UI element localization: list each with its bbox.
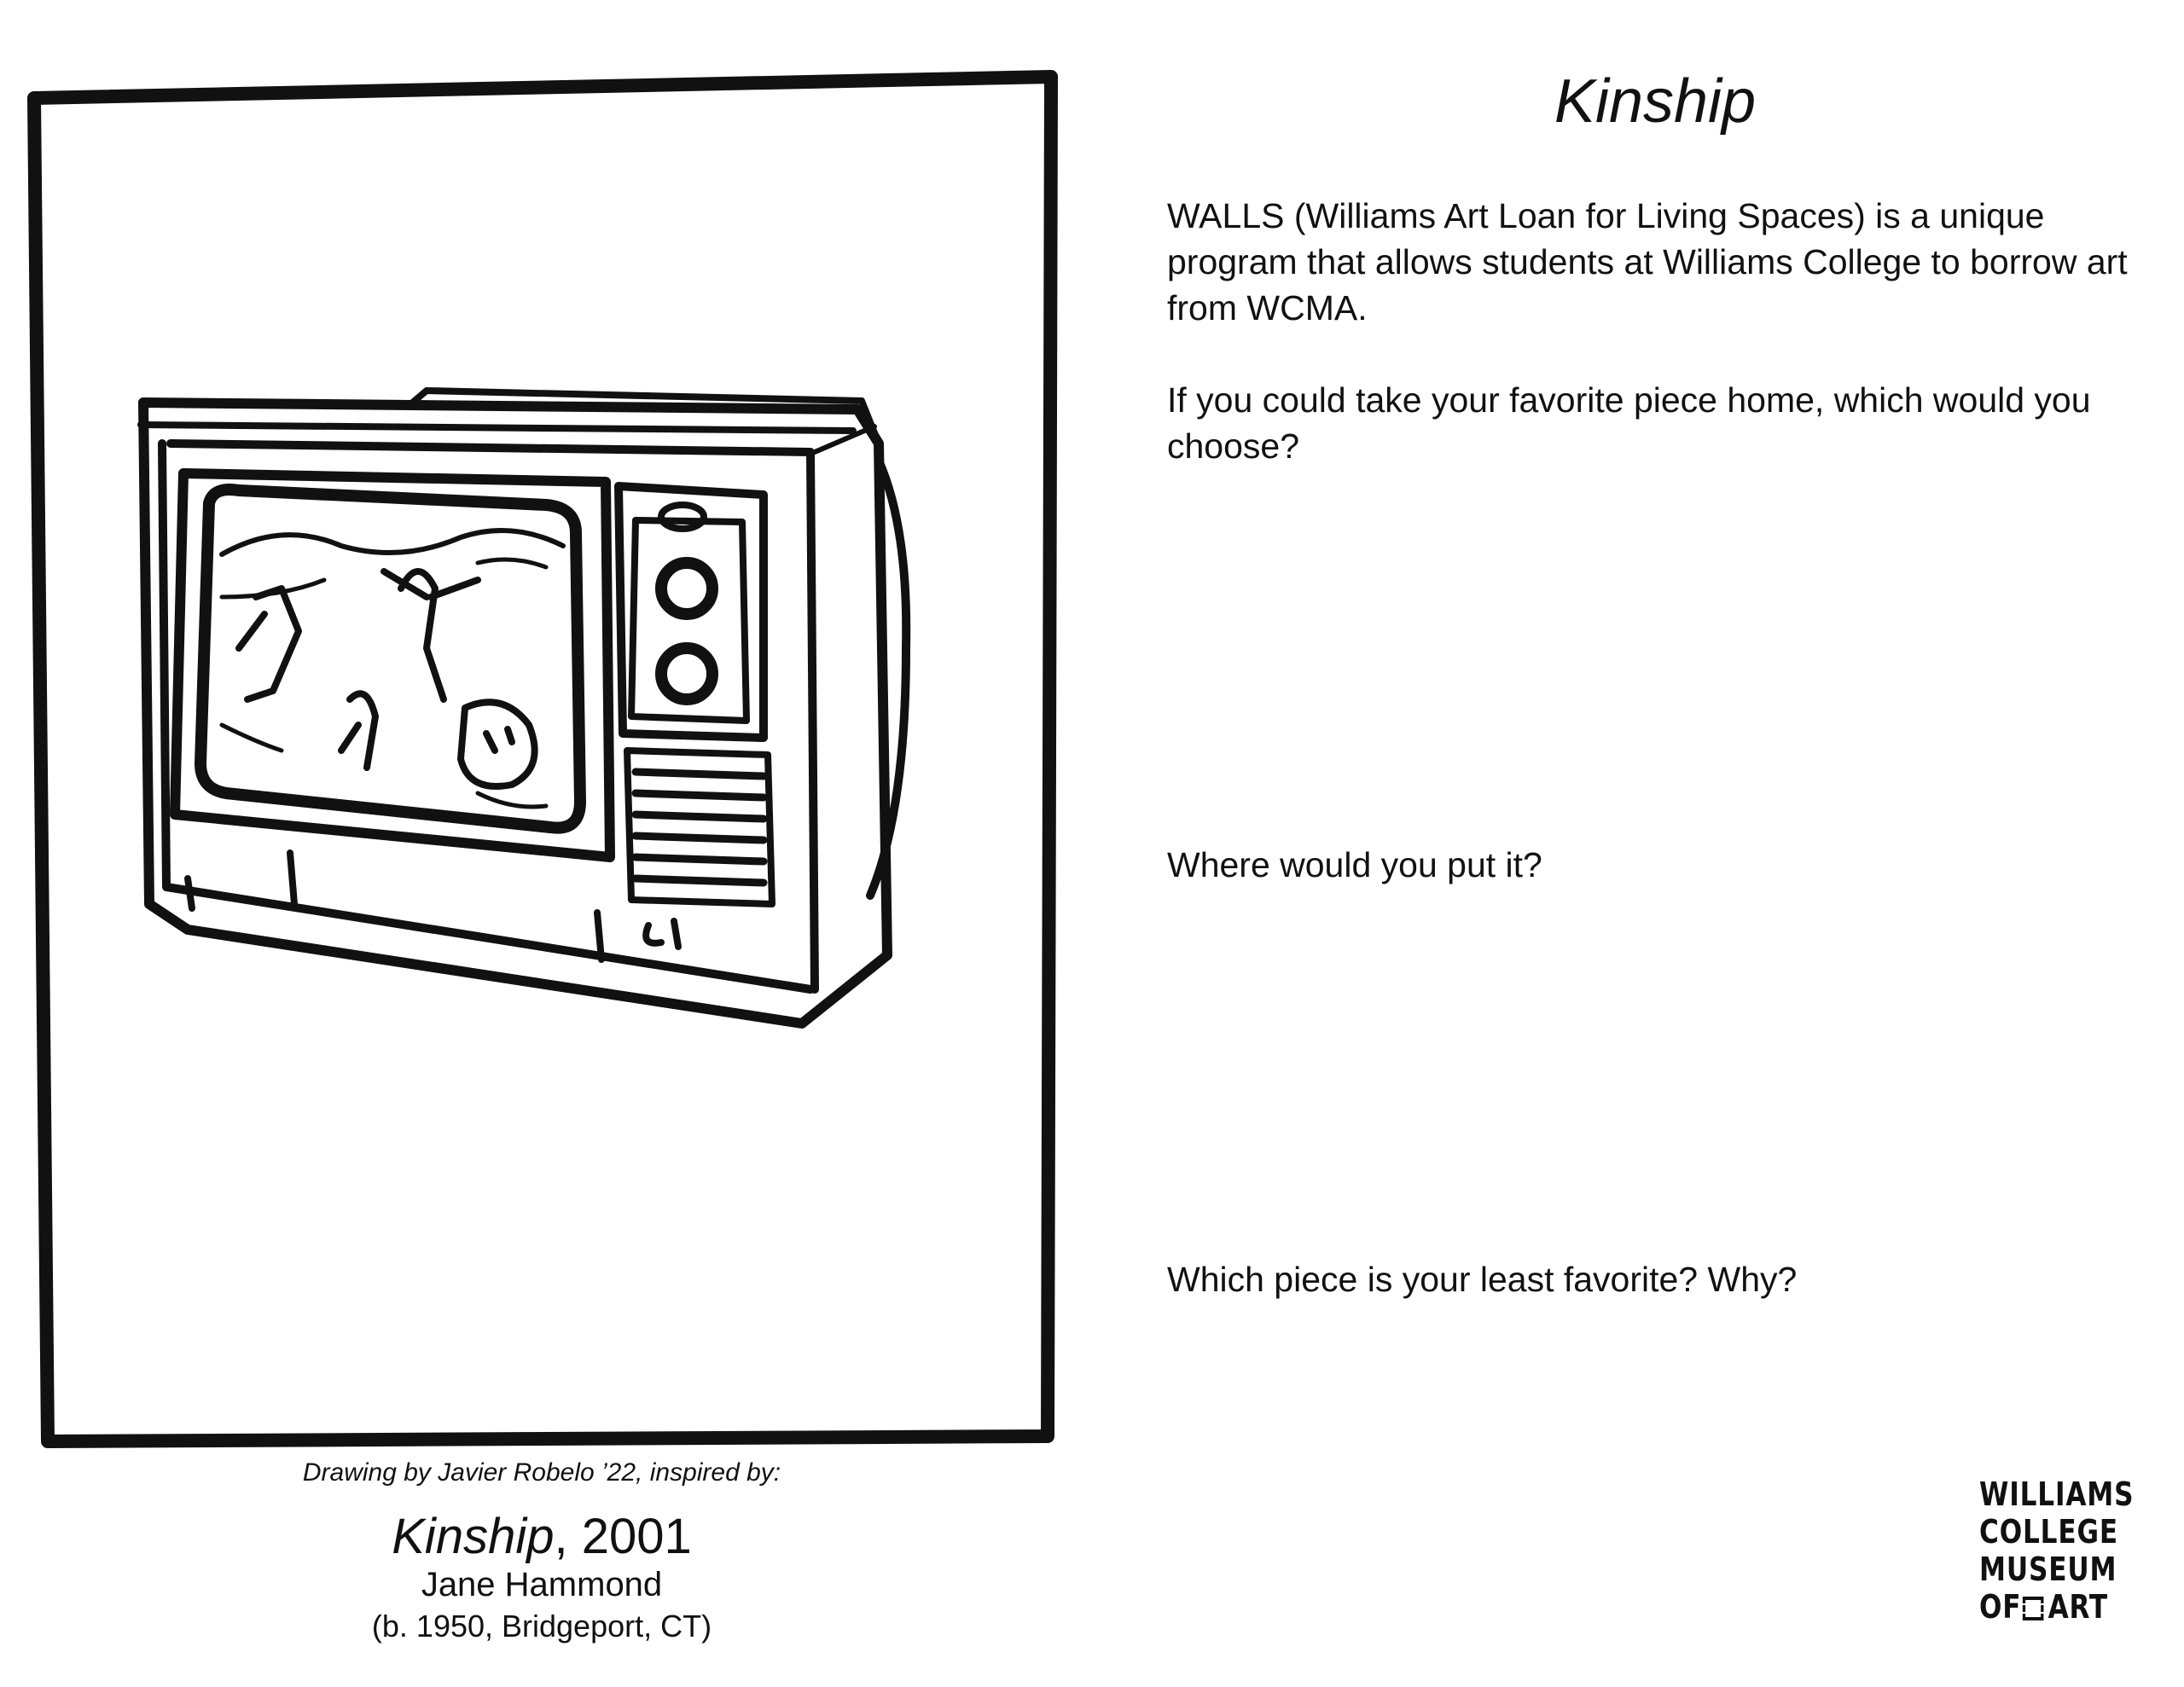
logo-line: MUSEUM (1979, 1551, 2117, 1588)
artist-name: Jane Hammond (421, 1566, 663, 1603)
logo-art: ART (2048, 1588, 2109, 1626)
logo-frame-icon (2023, 1597, 2044, 1620)
knob-upper (661, 563, 712, 614)
artist-bio: (b. 1950, Bridgeport, CT) (371, 1609, 712, 1644)
logo-of: OF (1979, 1588, 2022, 1626)
artwork-title: Kinship (392, 1509, 555, 1564)
logo-line-last (1979, 1588, 2109, 1626)
museum-logo (1979, 1475, 2135, 1626)
page-title: Kinship (1554, 67, 1757, 136)
tv-drawing (0, 0, 1075, 1467)
question-favorite-piece: If you could take your favorite piece home, which would you choose? (1167, 380, 2091, 466)
question-least-favorite: Which piece is your least favorite? Why? (1167, 1260, 1798, 1299)
intro-paragraph: WALLS (Williams Art Loan for Living Spaces) is a unique program that allows students at Williams College to borrow art from WCMA. (1167, 196, 2128, 328)
knob-lower (661, 648, 712, 699)
logo-line: COLLEGE (1979, 1513, 2118, 1551)
logo-line: WILLIAMS (1979, 1475, 2135, 1513)
artwork-title-line (213, 1508, 870, 1565)
question-placement: Where would you put it? (1167, 845, 1542, 884)
drawing-credit: Drawing by Javier Robelo ’22, inspired by: (302, 1458, 781, 1487)
artwork-year: , 2001 (554, 1509, 692, 1564)
